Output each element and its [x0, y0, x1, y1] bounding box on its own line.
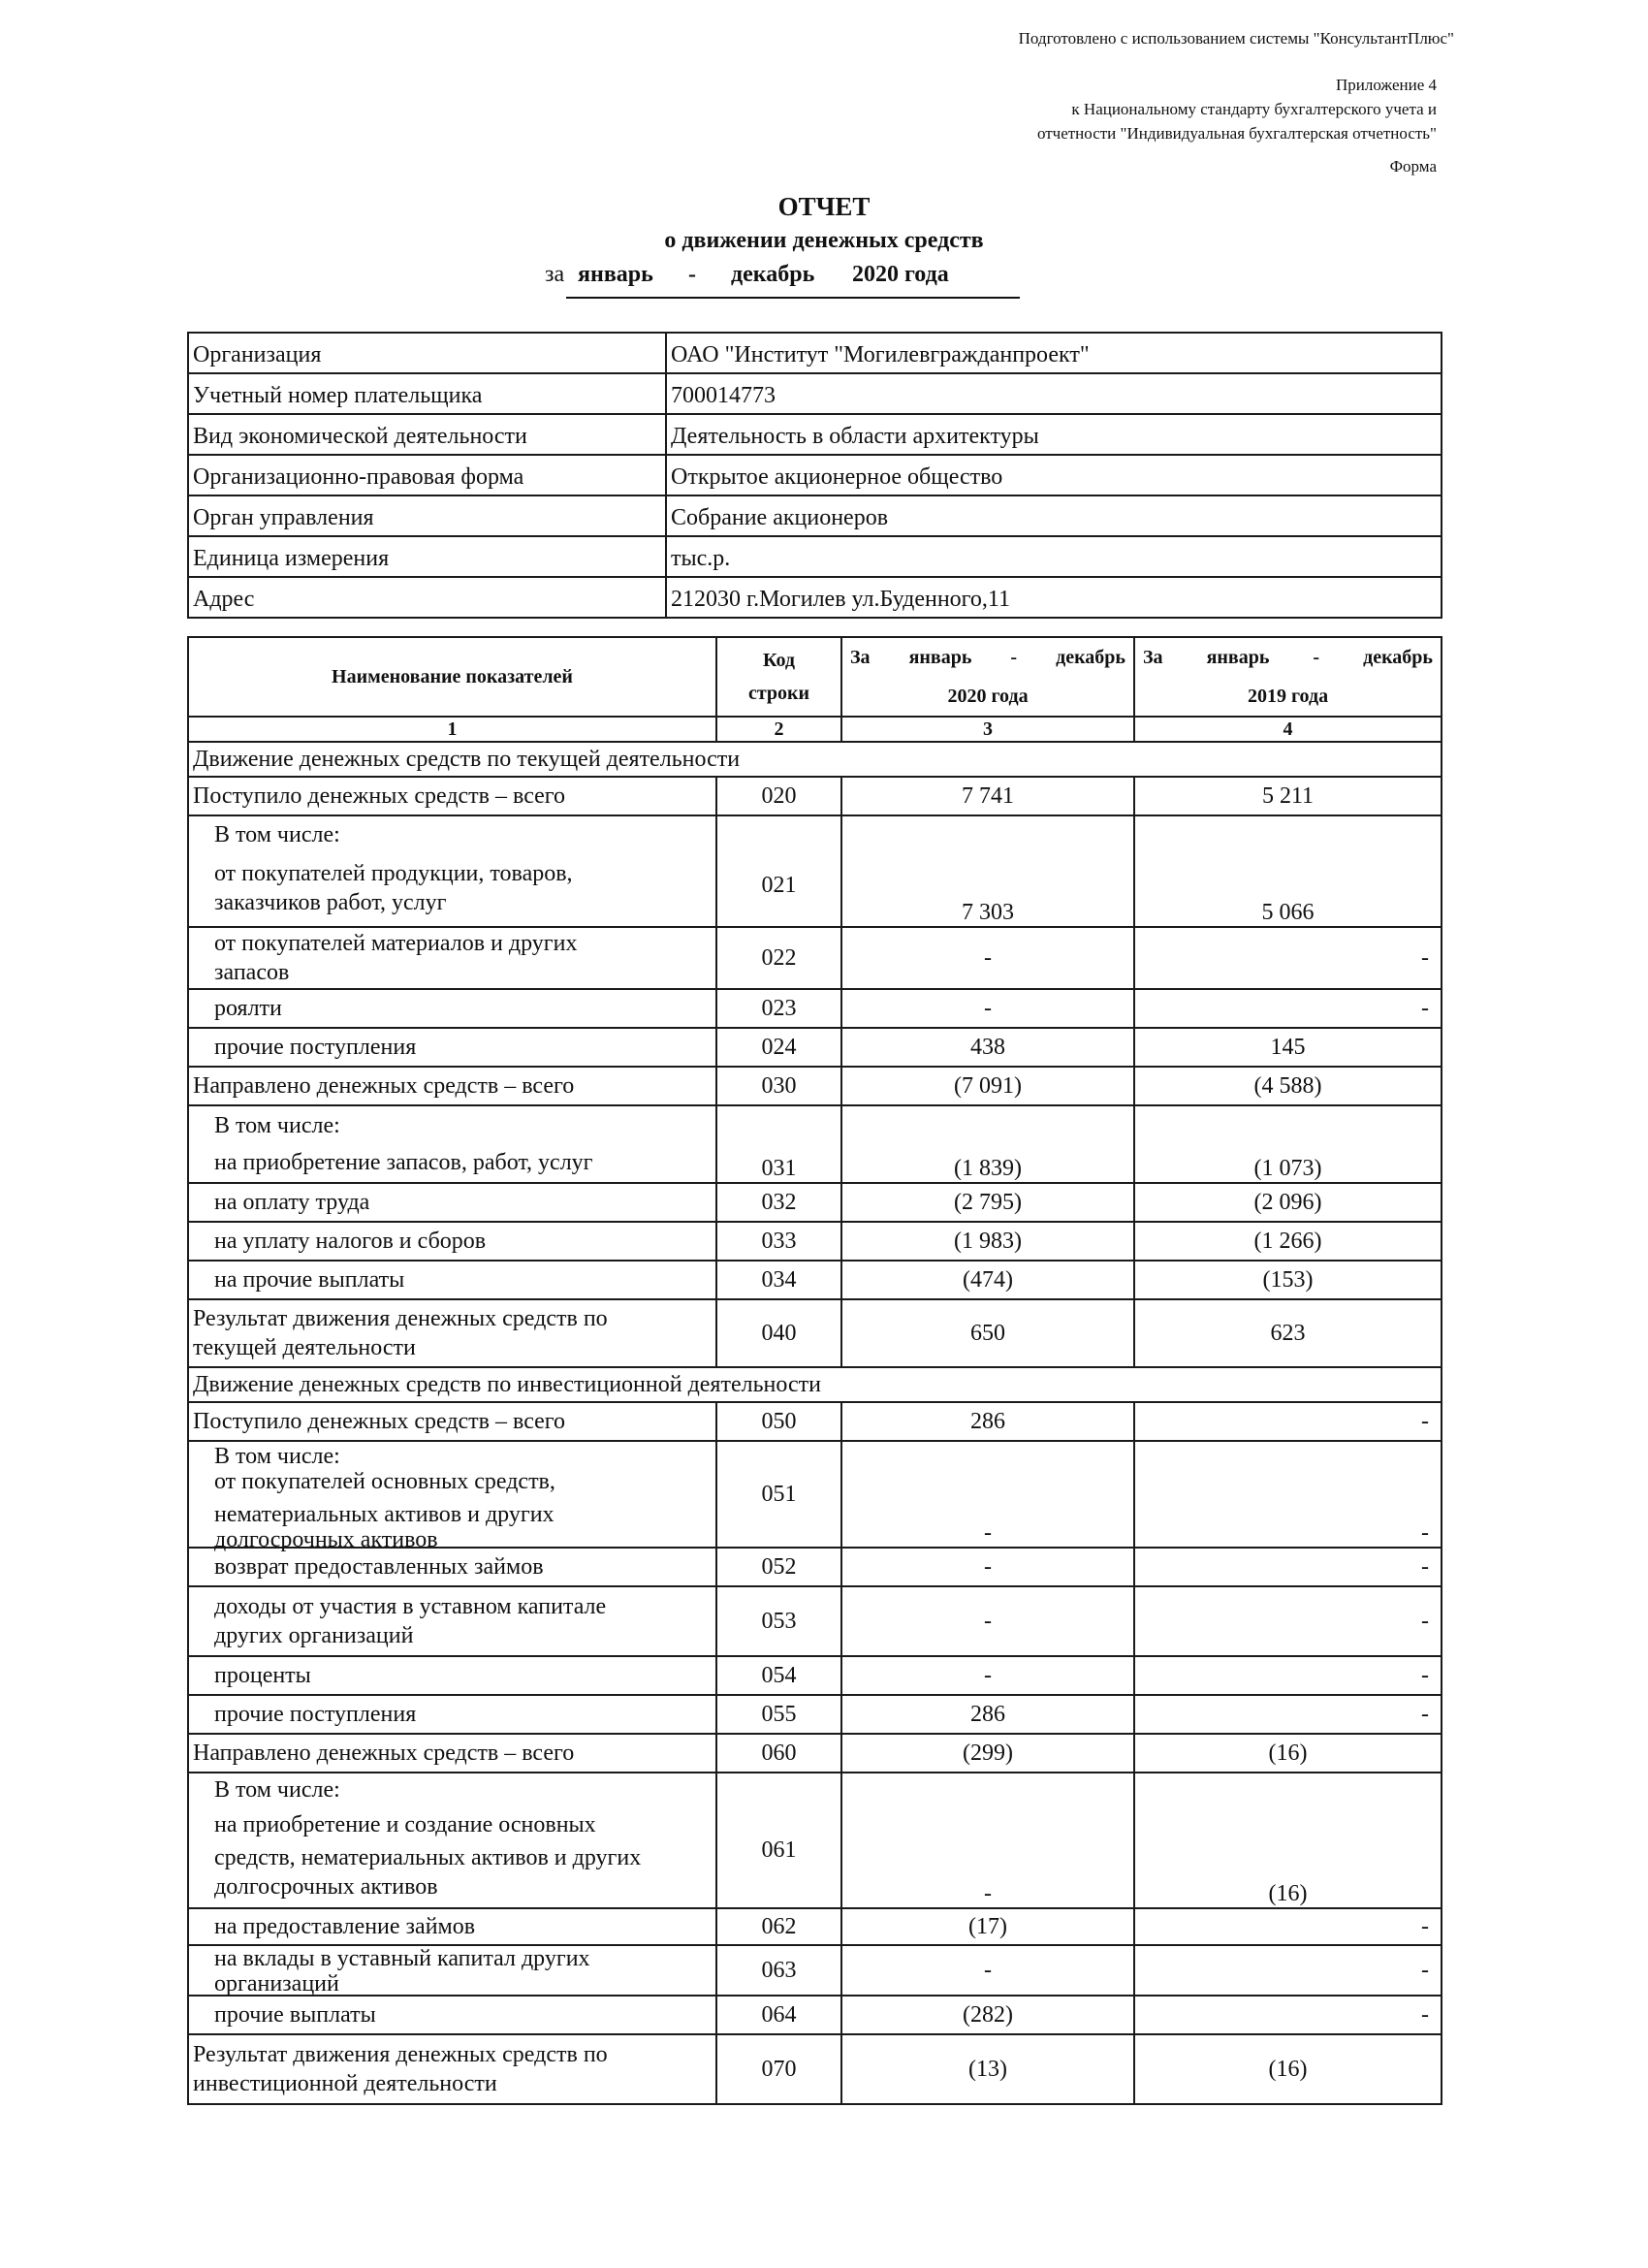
- row-code: 060: [716, 1734, 841, 1773]
- org-label: Единица измерения: [188, 536, 666, 577]
- row-value-2020: (282): [841, 1996, 1134, 2034]
- row-name: проценты: [188, 1656, 716, 1695]
- row-value-2019: -: [1134, 1656, 1442, 1695]
- header-period-2019: [1134, 637, 1442, 717]
- row-name-line: текущей деятельности: [193, 1335, 416, 1360]
- table-row: [188, 1441, 1442, 1548]
- org-value: 212030 г.Могилев ул.Буденного,11: [666, 577, 1442, 618]
- period-dash: -: [688, 262, 696, 287]
- table-header-row: [188, 637, 1442, 717]
- row-code: 030: [716, 1067, 841, 1105]
- header-code-line1: Код: [762, 650, 796, 671]
- row-name-line: нематериальных активов и других: [214, 1502, 555, 1527]
- row-value-2019: 5 066: [1134, 815, 1442, 927]
- row-value-2020: 7 741: [841, 777, 1134, 815]
- row-code: 063: [716, 1945, 841, 1996]
- row-code: 040: [716, 1299, 841, 1367]
- row-name: на прочие выплаты: [188, 1261, 716, 1299]
- table-row: [188, 1261, 1442, 1299]
- index-cell: 2: [716, 717, 841, 742]
- row-name: [188, 1299, 716, 1367]
- org-row: [188, 536, 1442, 577]
- row-value-2020: (13): [841, 2034, 1134, 2104]
- index-cell: 3: [841, 717, 1134, 742]
- appendix-label: Приложение 4: [1336, 76, 1437, 94]
- row-code: 022: [716, 927, 841, 989]
- row-code: 021: [716, 815, 841, 927]
- org-value: Открытое акционерное общество: [666, 455, 1442, 495]
- row-name-line: доходы от участия в уставном капитале: [214, 1594, 607, 1619]
- report-period: [545, 262, 1020, 297]
- table-index-row: [188, 717, 1442, 742]
- row-value-2020: -: [841, 1441, 1134, 1548]
- table-row: [188, 989, 1442, 1028]
- row-name: возврат предоставленных займов: [188, 1548, 716, 1586]
- table-row: [188, 927, 1442, 989]
- section-row-current: [188, 742, 1442, 777]
- row-name-line: Результат движения денежных средств по: [193, 1306, 608, 1331]
- p1-year: 2020 года: [947, 686, 1029, 707]
- row-name: роялти: [188, 989, 716, 1028]
- row-value-2020: (474): [841, 1261, 1134, 1299]
- org-value: 700014773: [666, 373, 1442, 414]
- row-code: 070: [716, 2034, 841, 2104]
- table-row: [188, 1299, 1442, 1367]
- row-name: [188, 815, 716, 927]
- row-value-2019: -: [1134, 1441, 1442, 1548]
- table-row: [188, 1734, 1442, 1773]
- org-label: Орган управления: [188, 495, 666, 536]
- report-subtitle: о движении денежных средств: [664, 228, 984, 253]
- table-row: [188, 815, 1442, 927]
- cash-flow-table: [187, 636, 1442, 2105]
- row-name: на оплату труда: [188, 1183, 716, 1222]
- row-name: Направлено денежных средств – всего: [188, 1734, 716, 1773]
- row-value-2019: -: [1134, 927, 1442, 989]
- row-name-line: Результат движения денежных средств по: [193, 2042, 608, 2067]
- row-code: 050: [716, 1402, 841, 1441]
- org-row: [188, 577, 1442, 618]
- row-value-2020: (2 795): [841, 1183, 1134, 1222]
- row-value-2020: (299): [841, 1734, 1134, 1773]
- row-code: 034: [716, 1261, 841, 1299]
- row-value-2020: 650: [841, 1299, 1134, 1367]
- row-code: 020: [716, 777, 841, 815]
- header-code-line2: строки: [747, 683, 810, 704]
- row-name: [188, 1945, 716, 1996]
- row-value-2019: (1 266): [1134, 1222, 1442, 1261]
- row-name-line: запасов: [214, 960, 290, 985]
- row-value-2020: -: [841, 1548, 1134, 1586]
- org-row: [188, 455, 1442, 495]
- standard-line-2: отчетности "Индивидуальная бухгалтерская отчетность": [1036, 124, 1437, 143]
- row-value-2019: -: [1134, 1908, 1442, 1945]
- p1-za: За: [850, 647, 871, 668]
- row-value-2019: (4 588): [1134, 1067, 1442, 1105]
- report-title: ОТЧЕТ: [777, 192, 871, 221]
- row-code: 031: [716, 1105, 841, 1183]
- org-value: тыс.р.: [666, 536, 1442, 577]
- row-value-2019: -: [1134, 1586, 1442, 1656]
- row-value-2019: (1 073): [1134, 1105, 1442, 1183]
- org-row: [188, 373, 1442, 414]
- row-name-line: от покупателей материалов и других: [214, 931, 578, 956]
- table-row: [188, 1695, 1442, 1734]
- row-name: на предоставление займов: [188, 1908, 716, 1945]
- row-value-2019: 145: [1134, 1028, 1442, 1067]
- row-code: 023: [716, 989, 841, 1028]
- row-name: [188, 1105, 716, 1183]
- period-to: декабрь: [731, 262, 815, 287]
- row-value-2020: (1 839): [841, 1105, 1134, 1183]
- row-value-2020: 286: [841, 1695, 1134, 1734]
- section-title: Движение денежных средств по текущей деятельности: [188, 742, 1442, 777]
- p1-from: январь: [908, 647, 972, 668]
- table-row: [188, 1945, 1442, 1996]
- table-row: [188, 1548, 1442, 1586]
- row-value-2019: -: [1134, 1996, 1442, 2034]
- header-code: [716, 637, 841, 717]
- row-value-2020: -: [841, 1773, 1134, 1908]
- p2-year: 2019 года: [1247, 686, 1329, 707]
- row-value-2020: -: [841, 1656, 1134, 1695]
- row-value-2019: -: [1134, 1548, 1442, 1586]
- org-info-table: [187, 332, 1442, 619]
- period-from: январь: [578, 262, 653, 287]
- row-code: 061: [716, 1773, 841, 1908]
- table-row: [188, 1402, 1442, 1441]
- p2-za: За: [1143, 647, 1163, 668]
- row-code: 024: [716, 1028, 841, 1067]
- standard-line-1: к Национальному стандарту бухгалтерского учета и: [1071, 100, 1437, 118]
- row-value-2020: 286: [841, 1402, 1134, 1441]
- row-value-2019: (153): [1134, 1261, 1442, 1299]
- table-row: [188, 1105, 1442, 1183]
- org-value: Собрание акционеров: [666, 495, 1442, 536]
- row-name-line: от покупателей основных средств,: [214, 1469, 555, 1494]
- table-row: [188, 1586, 1442, 1656]
- row-code: 032: [716, 1183, 841, 1222]
- row-name-line: заказчиков работ, услуг: [214, 890, 447, 915]
- row-name-line: инвестиционной деятельности: [193, 2071, 497, 2096]
- row-value-2019: -: [1134, 1695, 1442, 1734]
- row-code: 062: [716, 1908, 841, 1945]
- row-name: [188, 1441, 716, 1552]
- row-code: 052: [716, 1548, 841, 1586]
- row-name-line: долгосрочных активов: [214, 1874, 438, 1900]
- table-row: [188, 777, 1442, 815]
- row-name: [188, 927, 716, 989]
- table-row: [188, 1656, 1442, 1695]
- row-code: 051: [716, 1441, 841, 1548]
- header-period-2020: [841, 637, 1134, 717]
- table-row: [188, 1773, 1442, 1908]
- row-name-line: от покупателей продукции, товаров,: [214, 861, 573, 886]
- row-name: прочие поступления: [188, 1028, 716, 1067]
- row-name: на уплату налогов и сборов: [188, 1222, 716, 1261]
- table-row: [188, 2034, 1442, 2104]
- in-that-number-label: В том числе:: [214, 822, 340, 847]
- org-value: ОАО "Институт "Могилевгражданпроект": [666, 333, 1442, 373]
- row-value-2020: -: [841, 1586, 1134, 1656]
- section-title: Движение денежных средств по инвестиционной деятельности: [188, 1367, 1442, 1402]
- row-value-2019: -: [1134, 989, 1442, 1028]
- org-label: Вид экономической деятельности: [188, 414, 666, 455]
- org-row: [188, 333, 1442, 373]
- table-row: [188, 1908, 1442, 1945]
- row-code: 054: [716, 1656, 841, 1695]
- row-value-2020: -: [841, 927, 1134, 989]
- index-cell: 1: [188, 717, 716, 742]
- org-label: Организация: [188, 333, 666, 373]
- row-code: 053: [716, 1586, 841, 1656]
- table-row: [188, 1996, 1442, 2034]
- in-that-number-label: В том числе:: [214, 1444, 340, 1469]
- section-row-investment: [188, 1367, 1442, 1402]
- row-name-line: на приобретение запасов, работ, услуг: [214, 1150, 593, 1175]
- org-row: [188, 414, 1442, 455]
- row-name: [188, 2034, 716, 2104]
- row-value-2020: 438: [841, 1028, 1134, 1067]
- org-label: Адрес: [188, 577, 666, 618]
- row-code: 033: [716, 1222, 841, 1261]
- row-value-2019: (16): [1134, 1773, 1442, 1908]
- row-name: [188, 1773, 716, 1908]
- org-label: Учетный номер плательщика: [188, 373, 666, 414]
- table-row: [188, 1183, 1442, 1222]
- period-underline: [566, 297, 1020, 299]
- row-name: прочие выплаты: [188, 1996, 716, 2034]
- row-value-2019: (16): [1134, 2034, 1442, 2104]
- in-that-number-label: В том числе:: [214, 1113, 340, 1138]
- row-value-2020: (17): [841, 1908, 1134, 1945]
- row-name-line: на приобретение и создание основных: [214, 1812, 596, 1837]
- form-label: Форма: [1389, 157, 1437, 176]
- row-value-2020: (7 091): [841, 1067, 1134, 1105]
- row-name: прочие поступления: [188, 1695, 716, 1734]
- period-year: 2020 года: [852, 262, 949, 287]
- row-name-line: долгосрочных активов: [214, 1527, 438, 1552]
- table-row: [188, 1222, 1442, 1261]
- table-row: [188, 1067, 1442, 1105]
- row-value-2019: 623: [1134, 1299, 1442, 1367]
- org-row: [188, 495, 1442, 536]
- row-code: 064: [716, 1996, 841, 2034]
- org-value: Деятельность в области архитектуры: [666, 414, 1442, 455]
- p2-to: декабрь: [1363, 647, 1433, 668]
- row-name-line: организаций: [214, 1971, 339, 1996]
- row-name-line: на вклады в уставный капитал других: [214, 1946, 590, 1971]
- row-value-2020: -: [841, 989, 1134, 1028]
- index-cell: 4: [1134, 717, 1442, 742]
- row-value-2020: (1 983): [841, 1222, 1134, 1261]
- row-value-2019: -: [1134, 1945, 1442, 1996]
- row-name: Поступило денежных средств – всего: [188, 777, 716, 815]
- p1-to: декабрь: [1056, 647, 1125, 668]
- in-that-number-label: В том числе:: [214, 1777, 340, 1803]
- consultant-note: Подготовлено с использованием системы "КонсультантПлюс": [1018, 29, 1454, 48]
- row-value-2019: (16): [1134, 1734, 1442, 1773]
- row-code: 055: [716, 1695, 841, 1734]
- header-name: Наименование показателей: [188, 637, 716, 717]
- p1-dash: -: [1010, 647, 1018, 668]
- table-row: [188, 1028, 1442, 1067]
- row-value-2020: -: [841, 1945, 1134, 1996]
- p2-from: январь: [1206, 647, 1270, 668]
- row-name: [188, 1586, 716, 1656]
- period-prefix: за: [545, 262, 565, 287]
- row-value-2019: 5 211: [1134, 777, 1442, 815]
- row-name-line: других организаций: [214, 1623, 414, 1648]
- org-label: Организационно-правовая форма: [188, 455, 666, 495]
- p2-dash: -: [1313, 647, 1320, 668]
- row-value-2019: -: [1134, 1402, 1442, 1441]
- row-name: Поступило денежных средств – всего: [188, 1402, 716, 1441]
- row-name-line: средств, нематериальных активов и других: [214, 1845, 642, 1870]
- row-value-2019: (2 096): [1134, 1183, 1442, 1222]
- row-value-2020: 7 303: [841, 815, 1134, 927]
- row-name: Направлено денежных средств – всего: [188, 1067, 716, 1105]
